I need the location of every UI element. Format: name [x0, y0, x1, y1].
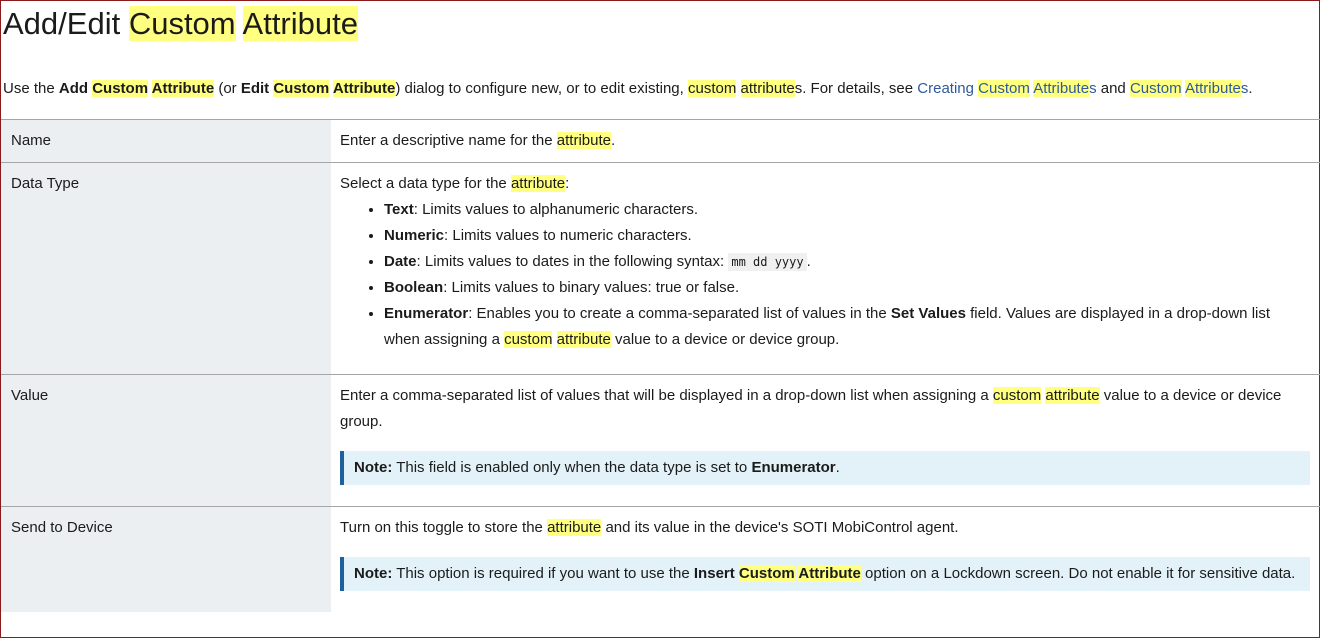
- field-desc-cell: Enter a comma-separated list of values that will be displayed in a drop-down list when assigning a custom attribute value to a device or device group. Note: This field is enabled only when the data type is set to Enumerator.: [331, 375, 1320, 507]
- table-row: [1, 375, 1320, 507]
- field-desc-cell: Turn on this toggle to store the attribute and its value in the device's SOTI MobiControl agent. Note: This option is required if you want to use the Insert Custom Attribute option on a Lockdown screen. Do not enable it for sensitive data.: [331, 507, 1320, 613]
- table-row: [1, 163, 1320, 375]
- search-highlight: Attribute: [242, 6, 358, 41]
- field-name-cell: Name: [1, 120, 331, 163]
- table-row: [1, 507, 1320, 613]
- note-box: Note: This field is enabled only when the data type is set to Enumerator.: [340, 451, 1310, 485]
- list-item: • Date: Limits values to dates in the following syntax: mm dd yyyy .: [384, 249, 1310, 275]
- list-item: • Boolean: Limits values to binary values: true or false.: [384, 275, 1310, 301]
- field-name-cell: Send to Device: [1, 507, 331, 613]
- table-row: [1, 120, 1320, 163]
- field-name-cell: Data Type: [1, 163, 331, 375]
- page-title: Add/Edit Custom Attribute: [3, 6, 358, 41]
- note-box: Note: This option is required if you want to use the Insert Custom Attribute option on a Lockdown screen. Do not enable it for sensitive data.: [340, 557, 1310, 591]
- list-item: • Enumerator: Enables you to create a comma-separated list of values in the Set Values field. Values are displayed in a drop-down list when assigning a custom attribute value to a device or device group.: [384, 301, 1310, 353]
- creating-custom-attributes-link[interactable]: Creating Custom Attributes: [917, 80, 1097, 97]
- field-desc-cell: Enter a descriptive name for the attribute.: [331, 120, 1320, 163]
- data-type-list: [340, 197, 1310, 353]
- search-highlight: Custom: [128, 6, 236, 41]
- fields-table: [1, 119, 1320, 612]
- date-syntax-code: mm dd yyyy: [728, 253, 806, 271]
- field-name-cell: Value: [1, 375, 331, 507]
- custom-attributes-link[interactable]: Custom Attributes: [1129, 80, 1249, 97]
- list-item: • Numeric: Limits values to numeric characters.: [384, 223, 1310, 249]
- page: [1, 1, 1319, 612]
- list-item: • Text: Limits values to alphanumeric characters.: [384, 197, 1310, 223]
- field-desc-cell: Select a data type for the attribute: • Text: Limits values to alphanumeric characters. • Numeric: Limits values to numeric characters. • Date: Limits values to dates in the following syntax: mm dd yyyy . • Boolean: Limits values to binary values: true or false. • Enumerator: Enables you to create a comma-separated list of values in the Set Values field. Values are displayed in a drop-down list when assigning a custom attribute value to a device or device group.: [331, 163, 1320, 375]
- intro-paragraph: Use the Add Custom Attribute (or Edit Custom Attribute) dialog to configure new, or to edit existing, custom attributes. For details, see Creating Custom Attributes and Custom Attributes.: [3, 80, 1253, 97]
